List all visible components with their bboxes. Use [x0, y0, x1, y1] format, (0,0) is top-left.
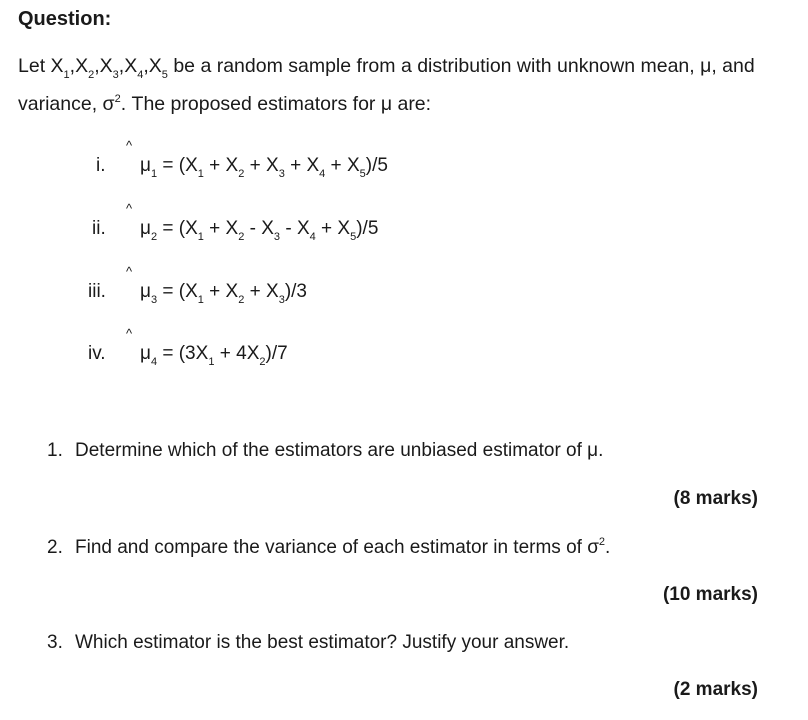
- intro-line-2: variance, $\sigma^2$. The proposed estimators for μ are:: [18, 93, 432, 115]
- question-1: 1. Determine which of the estimators are unbiased estimator of μ.: [47, 440, 604, 461]
- estimator-2-formula: $\mu_2 = (X_1 + X_2 - X_3 - X_4 + X_5)/5$: [140, 218, 379, 243]
- estimator-4-formula: $\mu_4 = (3X_1 + 4X_2)/7$: [140, 343, 288, 368]
- estimator-1-numeral: i.: [96, 155, 106, 176]
- estimator-3-numeral: iii.: [88, 281, 106, 302]
- question-3: 3. Which estimator is the best estimator? Justify your answer.: [47, 632, 570, 653]
- question-3-marks: (2 marks): [673, 679, 758, 700]
- estimator-2-hat: ^: [126, 201, 133, 216]
- estimator-3-formula: $\mu_3 = (X_1 + X_2 + X_3)/3$: [140, 281, 307, 306]
- question-heading: Question:: [18, 8, 112, 30]
- question-1-marks: (8 marks): [673, 488, 758, 509]
- estimator-4-hat: ^: [126, 326, 133, 341]
- estimator-3-hat: ^: [126, 264, 133, 279]
- estimator-1-hat: ^: [126, 138, 133, 153]
- intro-line-1: Let $X_1,X_2,X_3,X_4,X_5$ be a random sample from a distribution with unknown mean, μ, and: [18, 55, 755, 81]
- question-2: 2. Find and compare the variance of each estimator in terms of $\sigma^2$.: [47, 536, 611, 558]
- estimator-2-numeral: ii.: [92, 218, 106, 239]
- estimator-4-numeral: iv.: [88, 343, 106, 364]
- estimator-1-formula: $\mu_1 = (X_1 + X_2 + X_3 + X_4 + X_5)/5$: [140, 155, 388, 180]
- question-2-marks: (10 marks): [662, 584, 758, 605]
